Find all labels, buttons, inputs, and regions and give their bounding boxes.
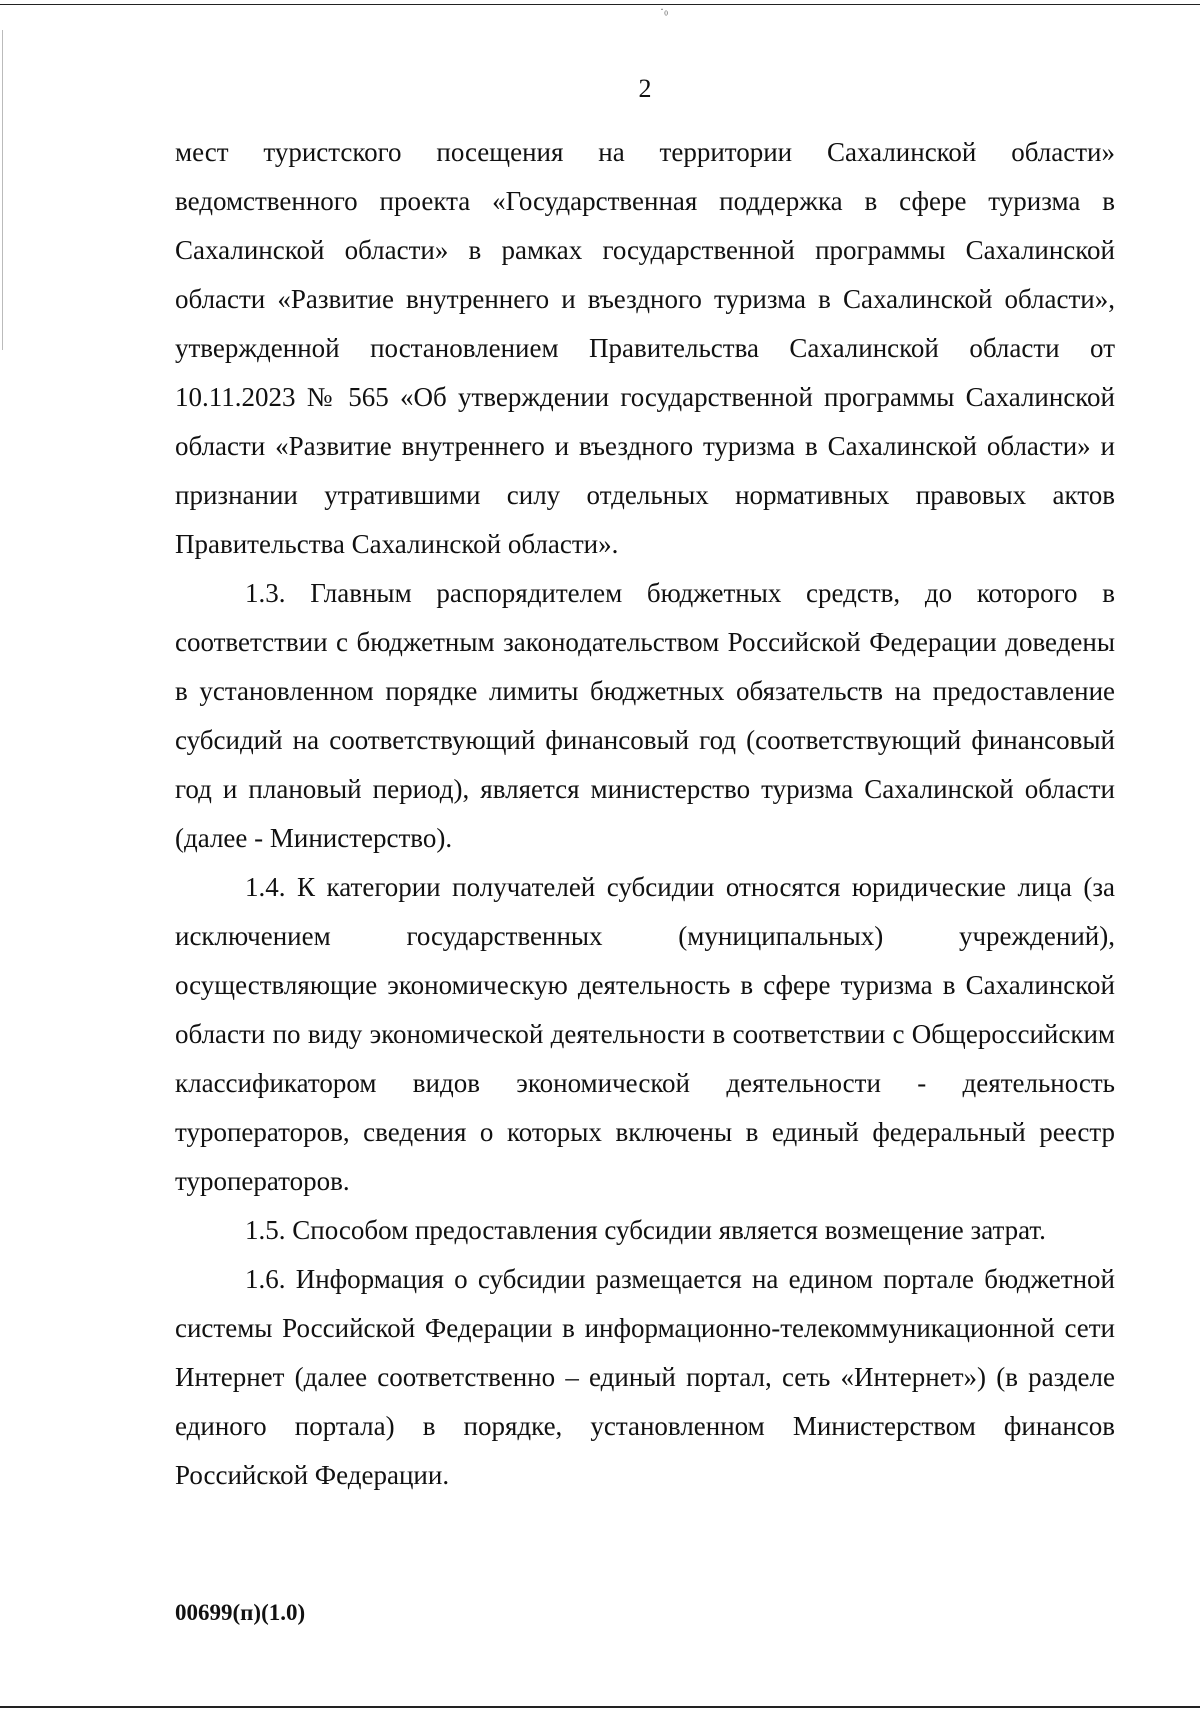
paragraph-1-4: 1.4. К категории получателей субсидии относятся юридические лица (за исключением государственных (муниципальных) учреждений), осуществляющие экономическую деятельность в сфере туризма в Сахалинской области по виду экономической деятельности в соответствии с Общероссийским классификатором видов экономической деятельности - деятельность туроператоров, сведения о которых включены в единый федеральный реестр туроператоров. (175, 872, 1115, 1196)
paragraph-1-5: 1.5. Способом предоставления субсидии является возмещение затрат. (245, 1215, 1046, 1245)
paragraph-1-3: 1.3. Главным распорядителем бюджетных средств, до которого в соответствии с бюджетным законодательством Российской Федерации доведены в установленном порядке лимиты бюджетных обязательств на предоставление субсидий на соответствующий финансовый год (соответствующий финансовый год и плановый период), является министерство туризма Сахалинской области (далее - Министерство). (175, 578, 1115, 853)
page-number: 2 (638, 74, 652, 103)
paragraph-1-6: 1.6. Информация о субсидии размещается на едином портале бюджетной системы Российской Федерации в информационно-телекоммуникационной сети Интернет (далее соответственно – единый портал, сеть «Интернет») (в разделе единого портала) в порядке, установленном Министерством финансов Российской Федерации. (175, 1264, 1115, 1490)
top-scan-border (0, 4, 1200, 5)
bottom-scan-border (0, 1706, 1200, 1708)
document-body (175, 128, 1115, 1500)
paragraph-continuation: мест туристского посещения на территории Сахалинской области» ведомственного проекта «Государственная поддержка в сфере туризма в Сахалинской области» в рамках государственной программы Сахалинской области «Развитие внутреннего и въездного туризма в Сахалинской области», утвержденной постановлением Правительства Сахалинской области от 10.11.2023 № 565 «Об утверждении государственной программы Сахалинской области «Развитие внутреннего и въездного туризма в Сахалинской области» и признании утратившими силу отдельных нормативных правовых актов Правительства Сахалинской области». (175, 137, 1115, 559)
document-code: 00699(п)(1.0) (175, 1600, 306, 1625)
scan-mark: ·₀ (660, 2, 669, 16)
